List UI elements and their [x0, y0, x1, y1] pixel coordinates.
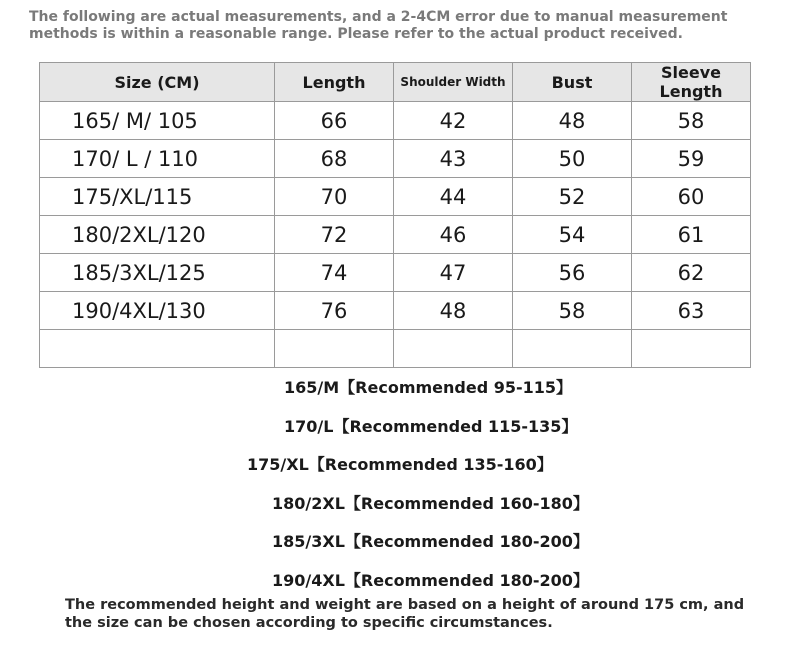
length-cell: 68 — [275, 140, 394, 178]
header-sleeve-length: Sleeve Length — [632, 63, 751, 102]
table-row — [40, 216, 751, 254]
size-cell: 185/3XL/125 — [40, 254, 275, 292]
size-chart-table — [39, 62, 751, 368]
size-cell: 175/XL/115 — [40, 178, 275, 216]
header-shoulder-width: Shoulder Width — [394, 63, 513, 102]
length-cell: 74 — [275, 254, 394, 292]
size-cell: 170/ L / 110 — [40, 140, 275, 178]
bust-cell: 48 — [513, 102, 632, 140]
shoulder-cell: 42 — [394, 102, 513, 140]
table-row — [40, 102, 751, 140]
bust-cell — [513, 330, 632, 368]
bust-cell: 54 — [513, 216, 632, 254]
shoulder-cell: 44 — [394, 178, 513, 216]
measurement-notice: The following are actual measurements, and a 2-4CM error due to manual measurement methods is within a reasonable range. Please refer to the actual product received. — [29, 9, 728, 42]
bust-cell: 58 — [513, 292, 632, 330]
size-cell: 180/2XL/120 — [40, 216, 275, 254]
bust-cell: 56 — [513, 254, 632, 292]
length-cell: 76 — [275, 292, 394, 330]
shoulder-cell: 48 — [394, 292, 513, 330]
length-cell: 70 — [275, 178, 394, 216]
header-length: Length — [275, 63, 394, 102]
sleeve-cell — [632, 330, 751, 368]
sleeve-cell: 61 — [632, 216, 751, 254]
bust-cell: 52 — [513, 178, 632, 216]
sleeve-cell: 62 — [632, 254, 751, 292]
sleeve-cell: 63 — [632, 292, 751, 330]
header-size: Size (CM) — [40, 63, 275, 102]
table-row-empty — [40, 330, 751, 368]
recommendation-190-4xl: 190/4XL【Recommended 180-200】 — [272, 571, 589, 590]
header-bust: Bust — [513, 63, 632, 102]
recommendation-180-2xl: 180/2XL【Recommended 160-180】 — [272, 494, 589, 513]
length-cell — [275, 330, 394, 368]
shoulder-cell: 43 — [394, 140, 513, 178]
sleeve-cell: 60 — [632, 178, 751, 216]
shoulder-cell: 47 — [394, 254, 513, 292]
recommendation-165-m: 165/M【Recommended 95-115】 — [284, 378, 573, 397]
table-row — [40, 178, 751, 216]
length-cell: 72 — [275, 216, 394, 254]
size-cell — [40, 330, 275, 368]
table-row — [40, 254, 751, 292]
sleeve-cell: 58 — [632, 102, 751, 140]
size-cell: 165/ M/ 105 — [40, 102, 275, 140]
table-header-row — [40, 63, 751, 102]
recommendation-170-l: 170/L【Recommended 115-135】 — [284, 417, 578, 436]
table-row — [40, 140, 751, 178]
recommendation-175-xl: 175/XL【Recommended 135-160】 — [247, 455, 553, 474]
table-row — [40, 292, 751, 330]
sleeve-cell: 59 — [632, 140, 751, 178]
size-cell: 190/4XL/130 — [40, 292, 275, 330]
recommendation-footnote: The recommended height and weight are based on a height of around 175 cm, and the size can be chosen according to specific circumstances. — [65, 597, 745, 631]
shoulder-cell — [394, 330, 513, 368]
bust-cell: 50 — [513, 140, 632, 178]
length-cell: 66 — [275, 102, 394, 140]
shoulder-cell: 46 — [394, 216, 513, 254]
recommendation-185-3xl: 185/3XL【Recommended 180-200】 — [272, 532, 589, 551]
